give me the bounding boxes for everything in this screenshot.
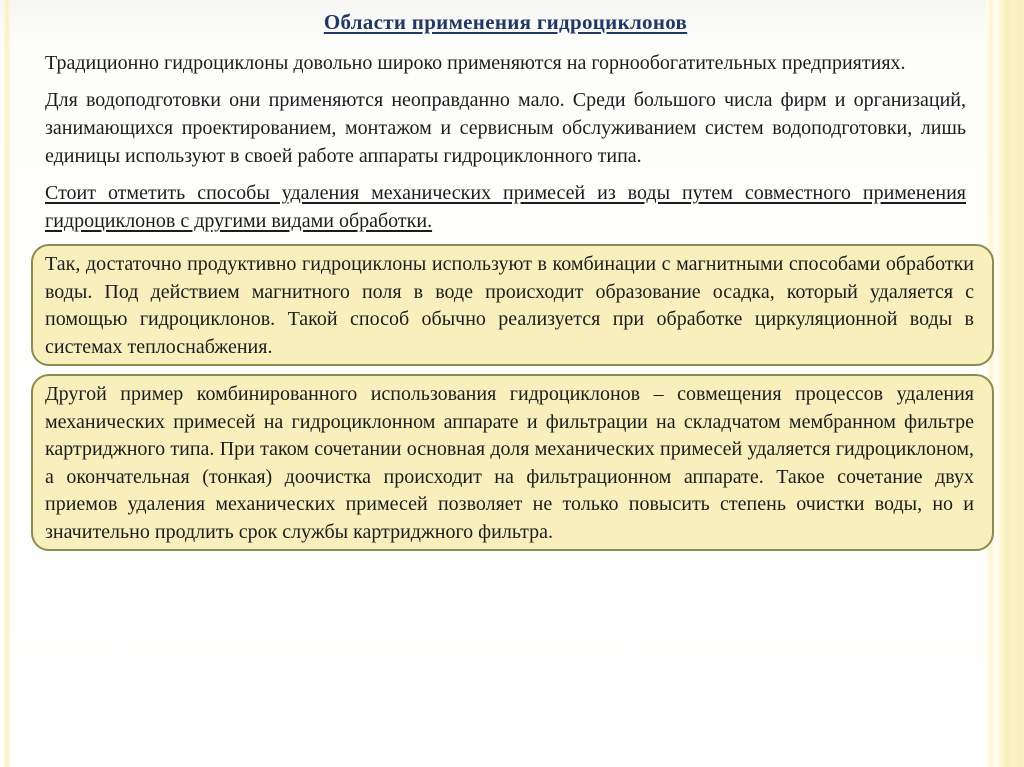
- paragraph-combined-methods: Стоит отметить способы удаления механических примесей из воды путем совместного применения гидроциклонов с другими видами обработки.: [45, 182, 966, 232]
- slide-title: Области применения гидроциклонов: [323, 10, 688, 34]
- paragraph-water-treatment: Для водоподготовки они применяются неоправданно мало. Среди большого числа фирм и организаций, занимающихся проектированием, монтажом и сервисным обслуживанием систем водоподготовки, лишь единицы используют в своей работе аппараты гидроциклонного типа.: [45, 89, 966, 167]
- callout-magnetic-treatment-text: Так, достаточно продуктивно гидроциклоны используют в комбинации с магнитными способами обработки воды. Под действием магнитного поля в воде происходит образование осадка, который удаляется с помощью гидроциклонов. Такой способ обычно реализуется при обработке циркуляционной воды в системах теплоснабжения.: [45, 253, 974, 358]
- callout-magnetic-treatment: [31, 244, 994, 366]
- callout-combined-filtration: [31, 374, 994, 551]
- paragraph-intro: Традиционно гидроциклоны довольно широко применяются на горнообогатительных предприятиях.: [45, 52, 906, 74]
- callout-combined-filtration-text: Другой пример комбинированного использования гидроциклонов – совмещения процессов удаления механических примесей на гидроциклонном аппарате и фильтрации на складчатом мембранном фильтре картриджного типа. При таком сочетании основная доля механических примесей удаляется гидроциклоном, а окончательная (тонкая) доочистка происходит на фильтрационном аппарате. Такое сочетание двух приемов удаления механических примесей позволяет не только повысить степень очистки воды, но и значительно продлить срок службы картриджного фильтра.: [45, 383, 974, 543]
